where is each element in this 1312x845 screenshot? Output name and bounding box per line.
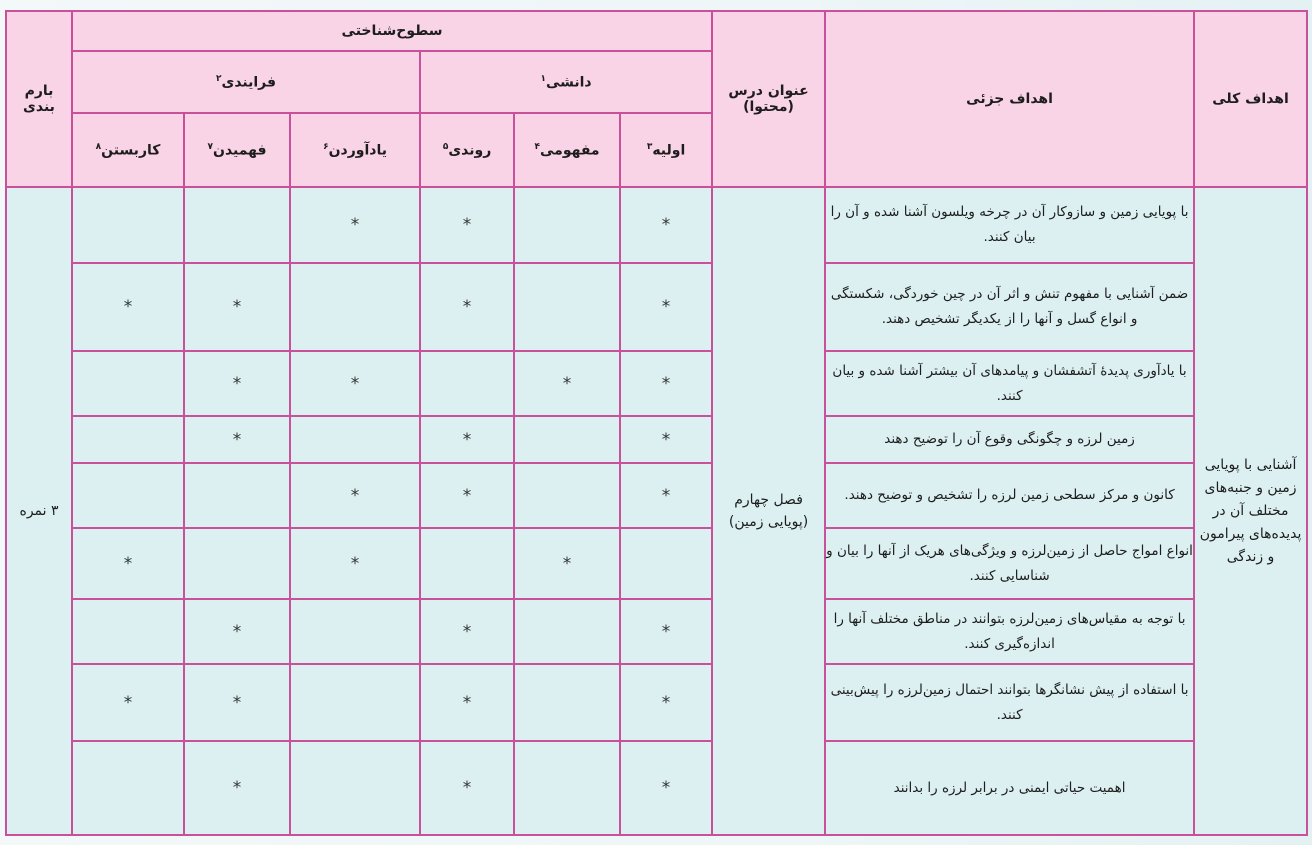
objective-cell: اهمیت حیاتی ایمنی در برابر لرزه را بدانند — [825, 741, 1194, 835]
mark-understanding — [184, 528, 290, 599]
header-score: بارم بندی — [6, 11, 72, 187]
mark-procedural: * — [420, 741, 514, 835]
header-applying: کاربستن$^۸$ — [72, 113, 184, 187]
table-row — [6, 351, 1307, 416]
mark-procedural: * — [420, 664, 514, 741]
table-row — [6, 741, 1307, 835]
objective-cell: با توجه به مقیاس‌های زمین‌لرزه بتوانند در مناطق مختلف آنها را اندازه‌گیری کنند. — [825, 599, 1194, 664]
mark-remembering: * — [290, 187, 420, 263]
objective-cell: انواع امواج حاصل از زمین‌لرزه و ویژگی‌های هریک از آنها را بیان و شناسایی کنند. — [825, 528, 1194, 599]
header-remembering: یادآوردن$^۶$ — [290, 113, 420, 187]
mark-conceptual: * — [514, 351, 620, 416]
mark-conceptual — [514, 187, 620, 263]
mark-conceptual — [514, 741, 620, 835]
mark-conceptual — [514, 263, 620, 351]
mark-understanding — [184, 187, 290, 263]
mark-basic: * — [620, 187, 712, 263]
header-cognitive-levels: سطوح‌شناختی — [72, 11, 712, 51]
mark-understanding — [184, 463, 290, 528]
mark-applying — [72, 741, 184, 835]
objective-cell: با پویایی زمین و سازوکار آن در چرخه ویلسون آشنا شده و آن را بیان کنند. — [825, 187, 1194, 263]
mark-procedural: * — [420, 416, 514, 463]
mark-understanding: * — [184, 741, 290, 835]
mark-understanding: * — [184, 263, 290, 351]
objective-cell: زمین لرزه و چگونگی وقوع آن را توضیح دهند — [825, 416, 1194, 463]
mark-understanding: * — [184, 351, 290, 416]
mark-basic: * — [620, 263, 712, 351]
mark-applying: * — [72, 263, 184, 351]
header-understanding: فهمیدن$^۷$ — [184, 113, 290, 187]
mark-basic: * — [620, 599, 712, 664]
mark-remembering: * — [290, 528, 420, 599]
header-lesson-title: عنوان درس (محتوا) — [712, 11, 825, 187]
mark-basic: * — [620, 463, 712, 528]
table-row — [6, 528, 1307, 599]
score-cell: ۳ نمره — [6, 187, 72, 835]
mark-applying: * — [72, 528, 184, 599]
mark-conceptual — [514, 664, 620, 741]
mark-remembering: * — [290, 351, 420, 416]
header-process: فرایندی$^۲$ — [72, 51, 420, 113]
general-goal-cell: آشنایی با پویایی زمین و جنبه‌های مختلف آن در پدیده‌های پیرامون و زندگی — [1194, 187, 1307, 835]
mark-procedural: * — [420, 187, 514, 263]
mark-remembering: * — [290, 463, 420, 528]
table-row — [6, 664, 1307, 741]
mark-conceptual — [514, 416, 620, 463]
mark-understanding: * — [184, 599, 290, 664]
mark-remembering — [290, 741, 420, 835]
mark-remembering — [290, 263, 420, 351]
mark-applying — [72, 187, 184, 263]
header-procedural: روندی$^۵$ — [420, 113, 514, 187]
table-row — [6, 599, 1307, 664]
objective-cell: ضمن آشنایی با مفهوم تنش و اثر آن در چین خوردگی، شکستگی و انواع گسل و آنها را از یکدیگر تشخیص دهند. — [825, 263, 1194, 351]
mark-procedural: * — [420, 463, 514, 528]
objective-cell: با یادآوری پدیدهٔ آتشفشان و پیامدهای آن بیشتر آشنا شده و بیان کنند. — [825, 351, 1194, 416]
header-general-goals: اهداف کلی — [1194, 11, 1307, 187]
mark-understanding: * — [184, 664, 290, 741]
header-basic: اولیه$^۳$ — [620, 113, 712, 187]
table-row — [6, 263, 1307, 351]
header-conceptual: مفهومی$^۴$ — [514, 113, 620, 187]
mark-conceptual: * — [514, 528, 620, 599]
mark-basic: * — [620, 351, 712, 416]
mark-basic: * — [620, 741, 712, 835]
mark-conceptual — [514, 463, 620, 528]
header-specific-goals: اهداف جزئی — [825, 11, 1194, 187]
mark-applying — [72, 463, 184, 528]
mark-understanding: * — [184, 416, 290, 463]
mark-applying — [72, 416, 184, 463]
mark-procedural: * — [420, 599, 514, 664]
mark-remembering — [290, 416, 420, 463]
header-knowledge: دانشی$^۱$ — [420, 51, 712, 113]
mark-remembering — [290, 664, 420, 741]
table-row — [6, 187, 1307, 263]
mark-applying: * — [72, 664, 184, 741]
table-row — [6, 416, 1307, 463]
mark-remembering — [290, 599, 420, 664]
mark-applying — [72, 351, 184, 416]
objective-cell: کانون و مرکز سطحی زمین لرزه را تشخیص و توضیح دهند. — [825, 463, 1194, 528]
mark-procedural: * — [420, 263, 514, 351]
mark-basic: * — [620, 664, 712, 741]
mark-applying — [72, 599, 184, 664]
objective-cell: با استفاده از پیش نشانگرها بتوانند احتمال زمین‌لرزه را پیش‌بینی کنند. — [825, 664, 1194, 741]
lesson-title-cell: فصل چهارم (پویایی زمین) — [712, 187, 825, 835]
mark-procedural — [420, 351, 514, 416]
mark-basic — [620, 528, 712, 599]
mark-procedural — [420, 528, 514, 599]
mark-conceptual — [514, 599, 620, 664]
learning-objectives-table — [5, 10, 1308, 836]
table-row — [6, 463, 1307, 528]
mark-basic: * — [620, 416, 712, 463]
